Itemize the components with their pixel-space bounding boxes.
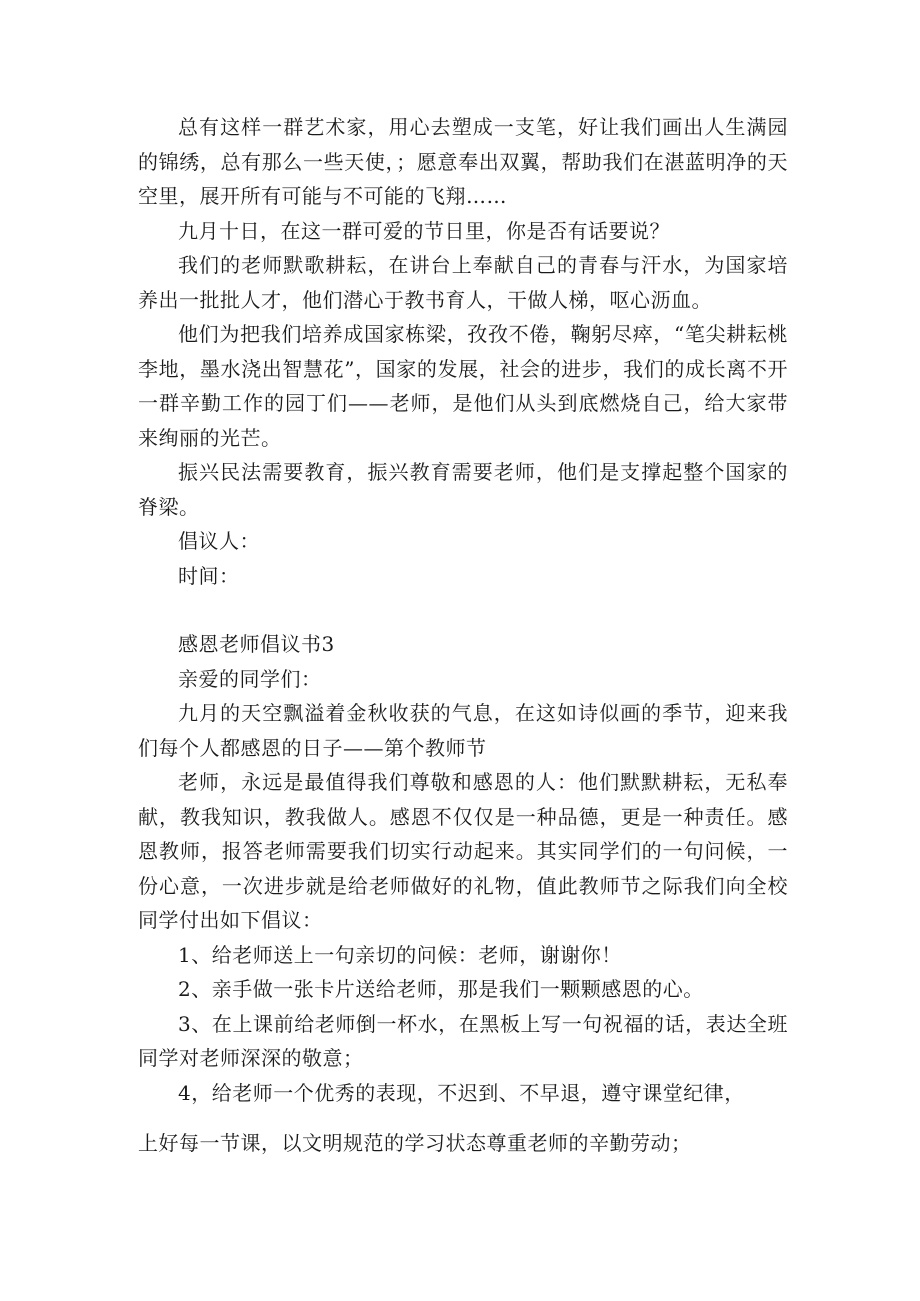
paragraph-september-sky: 九月的天空飘溢着金秋收获的气息，在这如诗似画的季节，迎来我们每个人都感恩的日子——第个教师节: [138, 701, 788, 760]
paragraph-sept-tenth: 九月十日，在这一群可爱的节日里，你是否有话要说？: [178, 218, 670, 243]
section-title: 感恩老师倡议书3: [178, 632, 335, 656]
time-label: 时间：: [178, 563, 240, 588]
proposal-item-2: 2、亲手做一张卡片送给老师，那是我们一颗颗感恩的心。: [178, 977, 704, 1001]
final-line: 上好每一节课，以文明规范的学习状态尊重老师的辛勤劳动；: [138, 1131, 692, 1155]
paragraph-cultivate: 他们为把我们培养成国家栋梁，孜孜不倦，鞠躬尽瘁，“笔尖耕耘桃李地，墨水浇出智慧花”，国家的发展，社会的进步，我们的成长离不开一群辛勤工作的园丁们——老师，是他们从头到底燃烧自己，给大家带来绚丽的光芒。: [138, 322, 788, 450]
greeting: 亲爱的同学们：: [178, 666, 322, 691]
proposal-item-4: 4，给老师一个优秀的表现，不迟到、不早退，遵守课堂纪律，: [178, 1080, 745, 1105]
proposal-item-1: 1、给老师送上一句亲切的问候：老师，谢谢你！: [178, 942, 622, 967]
initiator-label: 倡议人：: [178, 529, 260, 553]
paragraph-revitalize: 振兴民法需要教育，振兴教育需要老师，他们是支撑起整个国家的脊梁。: [138, 460, 788, 519]
paragraph-artists: 总有这样一群艺术家，用心去塑成一支笔，好让我们画出人生满园的锦绣，总有那么一些天使，；愿意奉出双翼，帮助我们在湛蓝明净的天空里，展开所有可能与不可能的飞翔……: [138, 115, 788, 208]
paragraph-teachers-work: 我们的老师默歌耕耘，在讲台上奉献自己的青春与汗水，为国家培养出一批批人才，他们潜心于教书育人，干做人梯，呕心沥血。: [138, 253, 788, 312]
document-body: [138, 110, 788, 1110]
proposal-item-3: 3、在上课前给老师倒一杯水，在黑板上写一句祝福的话，表达全班同学对老师深深的敬意；: [138, 1011, 788, 1070]
paragraph-teacher-respect: 老师，永远是最值得我们尊敬和感恩的人：他们默默耕耘，无私奉献，教我知识，教我做人。感恩不仅仅是一种品德，更是一种责任。感恩教师，报答老师需要我们切实行动起来。其实同学们的一句问候，一份心意，一次进步就是给老师做好的礼物，值此教师节之际我们向全校同学付出如下倡议：: [138, 770, 788, 932]
